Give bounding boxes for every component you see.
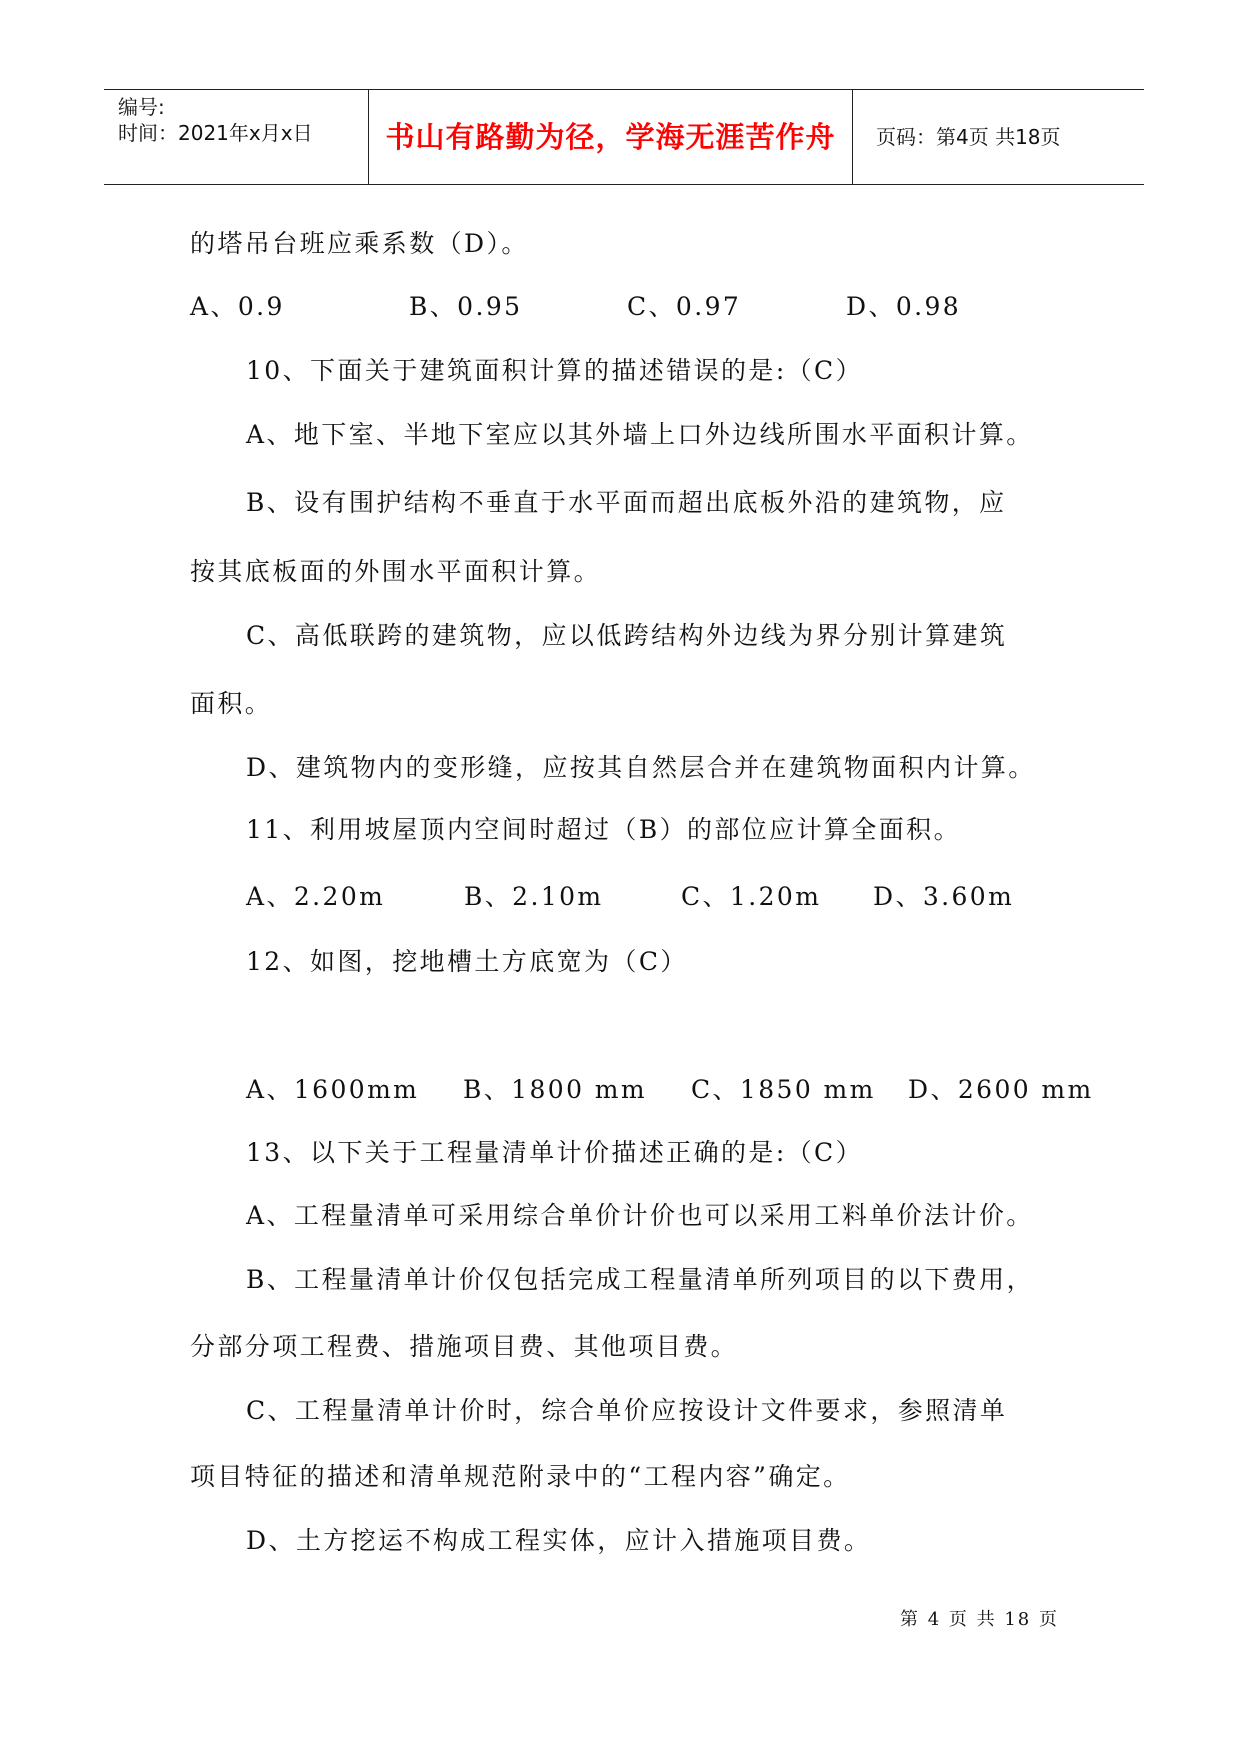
q13-option-c-line1: C、工程量清单计价时，综合单价应按设计文件要求，参照清单 xyxy=(246,1396,1008,1425)
page-header xyxy=(104,89,1144,185)
q10-option-d: D、建筑物内的变形缝，应按其自然层合并在建筑物面积内计算。 xyxy=(246,753,1036,782)
question-11: 11、利用坡屋顶内空间时超过（B）的部位应计算全面积。 xyxy=(246,815,961,844)
header-motto: 书山有路勤为径，学海无涯苦作舟 xyxy=(369,90,853,184)
option-d: D、3.60m xyxy=(873,882,1015,911)
option-b: B、2.10m xyxy=(464,882,604,911)
option-b: B、1800 mm xyxy=(463,1075,647,1104)
option-d: D、2600 mm xyxy=(908,1075,1094,1104)
q10-option-a: A、地下室、半地下室应以其外墙上口外边线所围水平面积计算。 xyxy=(246,420,1034,449)
question-10: 10、下面关于建筑面积计算的描述错误的是:（C） xyxy=(246,356,863,385)
option-d: D、0.98 xyxy=(846,292,962,321)
q10-option-b-line2: 按其底板面的外围水平面积计算。 xyxy=(190,557,602,586)
q13-option-a: A、工程量清单可采用综合单价计价也可以采用工料单价法计价。 xyxy=(246,1201,1034,1230)
q13-option-b-line2: 分部分项工程费、措施项目费、其他项目费。 xyxy=(190,1332,739,1361)
option-c: C、0.97 xyxy=(627,292,742,321)
q13-option-d: D、土方挖运不构成工程实体，应计入措施项目费。 xyxy=(246,1526,872,1555)
q10-option-b-line1: B、设有围护结构不垂直于水平面而超出底板外沿的建筑物，应 xyxy=(246,488,1007,517)
option-a: A、1600mm xyxy=(246,1075,420,1104)
option-c: C、1.20m xyxy=(681,882,822,911)
q10-option-c-line1: C、高低联跨的建筑物，应以低跨结构外边线为界分别计算建筑 xyxy=(246,621,1008,650)
option-c: C、1850 mm xyxy=(691,1075,876,1104)
time-label: 时间：2021年x月x日 xyxy=(118,121,313,145)
page-footer: 第 4 页 共 18 页 xyxy=(900,1609,1059,1630)
option-a: A、0.9 xyxy=(190,292,285,321)
question-13: 13、以下关于工程量清单计价描述正确的是:（C） xyxy=(246,1138,863,1167)
header-page-label: 页码：第4页 共18页 xyxy=(876,125,1061,149)
option-b: B、0.95 xyxy=(409,292,523,321)
text-line: 的塔吊台班应乘系数（D）。 xyxy=(190,229,529,258)
q10-option-c-line2: 面积。 xyxy=(190,689,273,718)
q13-option-c-line2: 项目特征的描述和清单规范附录中的“工程内容”确定。 xyxy=(190,1462,851,1491)
option-a: A、2.20m xyxy=(246,882,386,911)
question-12: 12、如图，挖地槽土方底宽为（C） xyxy=(246,947,688,976)
header-meta xyxy=(104,90,369,184)
q13-option-b-line1: B、工程量清单计价仅包括完成工程量清单所列项目的以下费用， xyxy=(246,1265,1034,1294)
serial-label: 编号: xyxy=(118,95,165,119)
